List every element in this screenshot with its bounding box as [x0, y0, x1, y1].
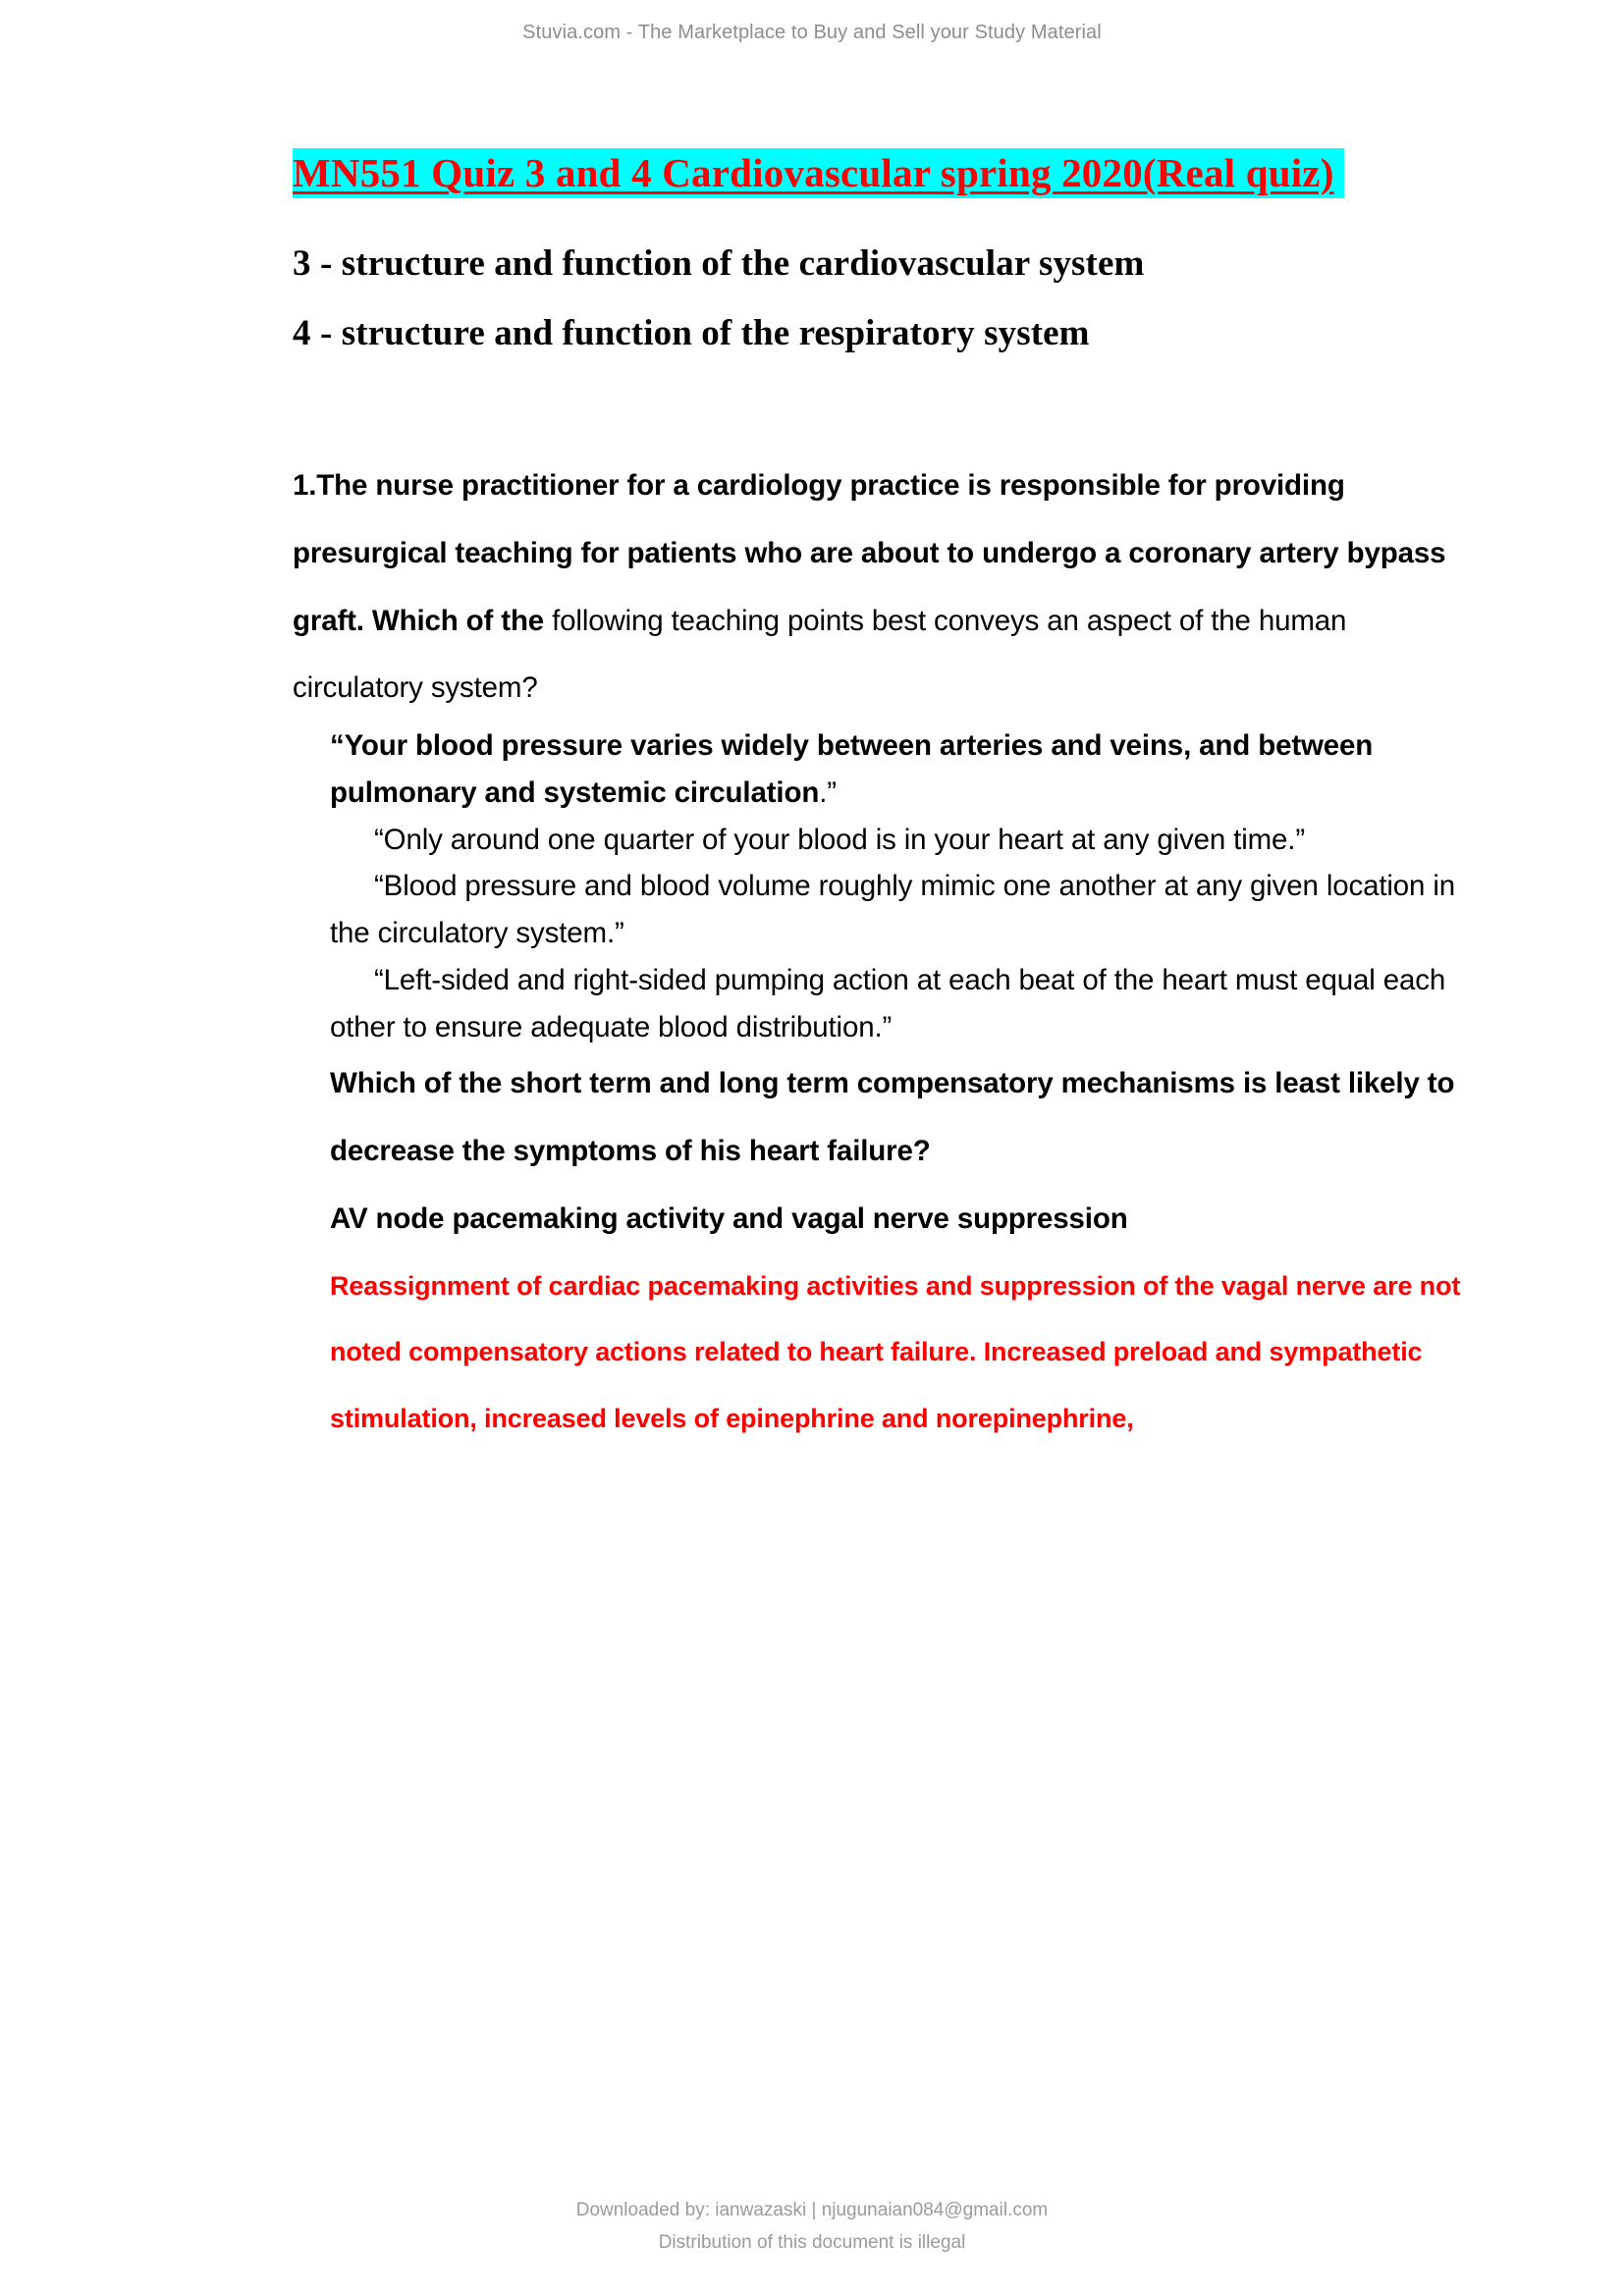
- option-1-correct[interactable]: [293, 722, 1461, 817]
- subheading-respiratory: 4 - structure and function of the respiratory system: [293, 312, 1090, 353]
- document-content: [293, 147, 1461, 1452]
- page-title-text: MN551 Quiz 3 and 4 Cardiovascular spring 2020(Real quiz): [293, 148, 1334, 198]
- question-1-stem: [293, 453, 1461, 722]
- option-4[interactable]: “Left-sided and right-sided pumping action at each beat of the heart must equal each other to ensure adequate blood distribution.”: [330, 963, 1446, 1043]
- question-2-answer: AV node pacemaking activity and vagal nerve suppression: [330, 1201, 1128, 1235]
- question-1-stem-bold: 1.The nurse practitioner for a cardiology practice is responsible for providing presurgical teaching for patients who are about to undergo a coronary artery bypass graft. Which of the: [293, 469, 1446, 637]
- option-1-tail: .”: [819, 775, 837, 809]
- page-title-highlight-tail: [1334, 148, 1344, 198]
- section-spacer: [293, 368, 1461, 453]
- question-2-explanation: Reassignment of cardiac pacemaking activities and suppression of the vagal nerve are not noted compensatory actions related to heart failure. Increased preload and sympathetic stimulation, increased levels of epinephrine and norepinephrine,: [330, 1270, 1461, 1433]
- option-3[interactable]: “Blood pressure and blood volume roughly mimic one another at any given location in the circulatory system.”: [330, 870, 1456, 950]
- stuvia-watermark-header: Stuvia.com - The Marketplace to Buy and Sell your Study Material: [522, 22, 1102, 43]
- question-1-stem-regular: following teaching points best conveys an aspect of the human circulatory system?: [293, 604, 1347, 705]
- footer-distribution-notice: Distribution of this document is illegal: [658, 2231, 966, 2253]
- option-1-text: “Your blood pressure varies widely between arteries and veins, and between pulmonary and systemic circulation: [330, 729, 1374, 809]
- question-2-stem: Which of the short term and long term compensatory mechanisms is least likely to decrease the symptoms of his heart failure?: [330, 1067, 1455, 1168]
- subheading-cardiovascular: 3 - structure and function of the cardiovascular system: [293, 243, 1145, 285]
- footer-downloaded-by: Downloaded by: ianwazaski | njugunaian084@gmail.com: [575, 2199, 1049, 2220]
- page-title: [293, 147, 1461, 198]
- option-2[interactable]: “Only around one quarter of your blood is in your heart at any given time.”: [374, 823, 1306, 856]
- page-footer: [0, 2194, 1624, 2260]
